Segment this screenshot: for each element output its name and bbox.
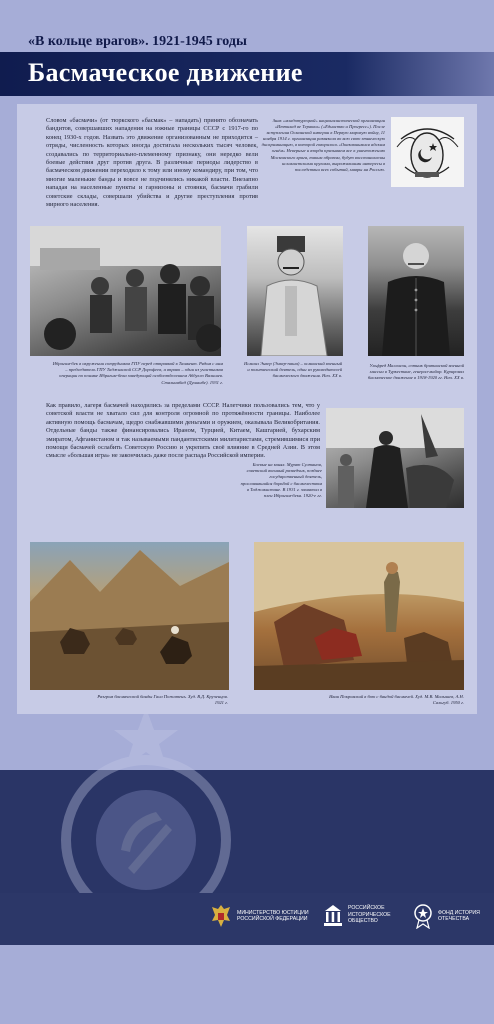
partner-fund-label: ФОНД ИСТОРИЯ ОТЕЧЕСТВА <box>438 909 480 922</box>
caption-malleson: Ульфред Маллисон, сотник британской военной миссии в Туркестане, генерал-майор. Курировал басмаческое движение в 1918-1920 гг. Нач. XX в. <box>367 363 464 381</box>
malleson-photo <box>368 226 464 356</box>
ibragim-bek-photo <box>30 226 221 356</box>
caption-painting-1: Разгром басмаческой банды Гаил Пожатень. Худ. В.Д. Крученцов. 1921 г. <box>97 694 228 706</box>
caption-painting-2: Иван Покровский в бою с бандой басмачей. Худ. М.В. Малышев, А.Н. Сальгуб. 1950 г. <box>329 694 464 706</box>
page-title: Басмаческое движение <box>28 58 303 87</box>
emblem-caption: Знак «младотурецкой» националистической организации «Иттихад ве Теракки» («Единство и Прогресс»). После вступления Османской империи в Первую мировую войну, 11 ноября 1914 г. организация развязала во всю свою этническую дискриминацию, в которой говорилось «Оказавшимися адским огнём» Неверные и взорда призываем все к уничтожению Московского врага, таким образом, будут восстановлены исламистскими кругами, выражавшими интересы в последствии всех событий, мавры на Россию. <box>261 118 385 172</box>
caption-ibragim-bek: Ибрагим-бек в окружении сотрудников ГПУ перед отправкой в Ташкент. Рядом с ним – председатель ГПУ Таджикской ССР Дорофеев, а вправо – один из участников операции по поимке Ибрагим-бека заведующий особоотделением Абдулло Валишев. Сталинабад (Душанбе). 1931 г. <box>52 361 223 385</box>
caption-sultanov: Боевые на конях. Мурат Султанов, советский военный разведчик, позднее государственный деятель, прославившийся борьбой с басмачеством в Таджикистане. В 1931 г. захватил в плен Ибрагим-бека. 1920-е гг. <box>240 462 322 499</box>
title-band <box>0 52 494 96</box>
partner-ministry <box>210 903 309 929</box>
middle-text: Как правило, лагеря басмачей находились за пределами СССР. Налетчики пользовались тем, что у советской власти не хватало сил для контроля огромной по протяжённости границы. Наиболее активную помощь басмачам, щедро снабжавшими деньгами и оружием, оказывала Великобритания. Отдельные банды также финансировались Ираном, Турцией, Китаем, Кашгарией, бухарским эмиратом, Афганистаном и так называемыми пандантистскими милитаристами, стремившимися при помощи басмачей ослабить Советскую Россию и укрепить своё влияние в Средней Азии. В этом смысле «большая игра» не закончилась даже после распада Российской империи. <box>46 402 320 460</box>
series-title: «В кольце врагов». 1921-1945 годы <box>28 34 247 49</box>
intro-text: Словом «басмачи» (от тюркского «басмак» – нападать) принято обозначать бандитов, совершавших нападения на южные границы СССР с 1917-го по конец 1930-х годов. Назвать это движение организованным не приходится – отряды, численность которых иногда достигала нескольких тысяч человек, создавались по территориально-племенному признаку, они нередко вели боевые действия друг против друга. В различные периоды лидерство в басмаческом движении переходило к тому или иному командиру, при том, что многие маленькие банды и вовсе не подчинялись никакой власти. Внезапно нападая на населенные пункты и гарнизоны и стоянки, басмачи грабили советские склады, совершали убийства и другие преступления против мирного населения. <box>46 117 258 209</box>
partner-fund <box>413 903 484 929</box>
partner-ministry-label: МИНИСТЕРСТВО ЮСТИЦИИ РОССИЙСКОЙ ФЕДЕРАЦИИ <box>237 909 309 922</box>
caption-enver-pasha: Исмаил Энвер (Энвер-паша) – османский военный и политический деятель, один из руководителей басмаческого движения. Нач. XX в. <box>244 361 342 379</box>
cavalry-photo <box>326 408 464 508</box>
partner-rio <box>323 903 406 927</box>
bottom-margin <box>0 945 494 1024</box>
battle-painting-2 <box>254 542 464 690</box>
eagle-emblem-icon <box>210 903 232 929</box>
enver-pasha-photo <box>247 226 343 356</box>
building-emblem-icon <box>323 903 343 927</box>
battle-painting-1 <box>30 542 229 690</box>
medal-emblem-icon <box>413 903 433 929</box>
partner-rio-label: РОССИЙСКОЕ ИСТОРИЧЕСКОЕ ОБЩЕСТВО <box>348 905 391 925</box>
ittihad-emblem-image <box>391 117 464 187</box>
